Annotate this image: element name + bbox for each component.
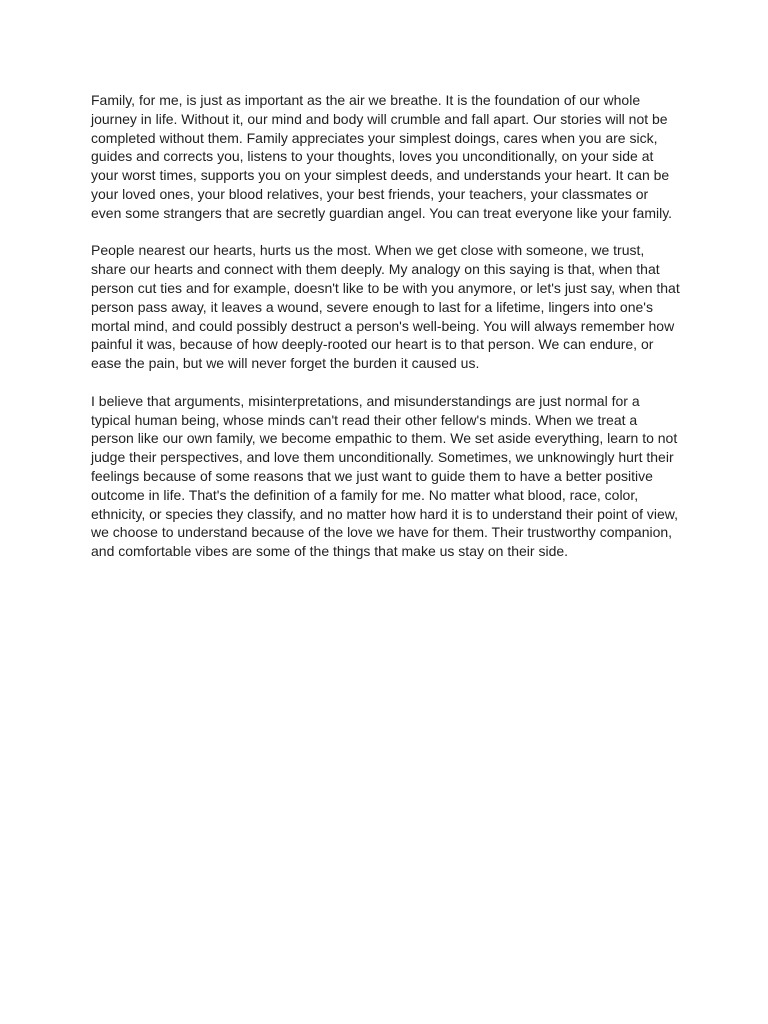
paragraph-2: People nearest our hearts, hurts us the most. When we get close with someone, we trust, share our hearts and connect with them deeply. My analogy on this saying is that, when that person cut ties and for example, doesn't like to be with you anymore, or let's just say, when that person pass away, it leaves a wound, severe enough to last for a lifetime, lingers into one's mortal mind, and could possibly destruct a person's well-being. You will always remember how painful it was, because of how deeply-rooted our heart is to that person. We can endure, or ease the pain, but we will never forget the burden it caused us. (91, 242, 680, 372)
paragraph-1: Family, for me, is just as important as the air we breathe. It is the foundation of our whole journey in life. Without it, our mind and body will crumble and fall apart. Our stories will not be completed without them. Family appreciates your simplest doings, cares when you are sick, guides and corrects you, listens to your thoughts, loves you unconditionally, on your side at your worst times, supports you on your simplest deeds, and understands your heart. It can be your loved ones, your blood relatives, your best friends, your teachers, your classmates or even some strangers that are secretly guardian angel. You can treat everyone like your family. (91, 92, 673, 221)
paragraph-3: I believe that arguments, misinterpretations, and misunderstandings are just normal for a typical human being, whose minds can't read their other fellow's minds. When we treat a person like our own family, we become empathic to them. We set aside everything, learn to not judge their perspectives, and love them unconditionally. Sometimes, we unknowingly hurt their feelings because of some reasons that we just want to guide them to have a better positive outcome in life. That's the definition of a family for me. No matter what blood, race, color, ethnicity, or species they classify, and no matter how hard it is to understand their point of view, we choose to understand because of the love we have for them. Their trustworthy companion, and comfortable vibes are some of the things that make us stay on their side. (91, 392, 679, 560)
document-body (91, 91, 681, 580)
